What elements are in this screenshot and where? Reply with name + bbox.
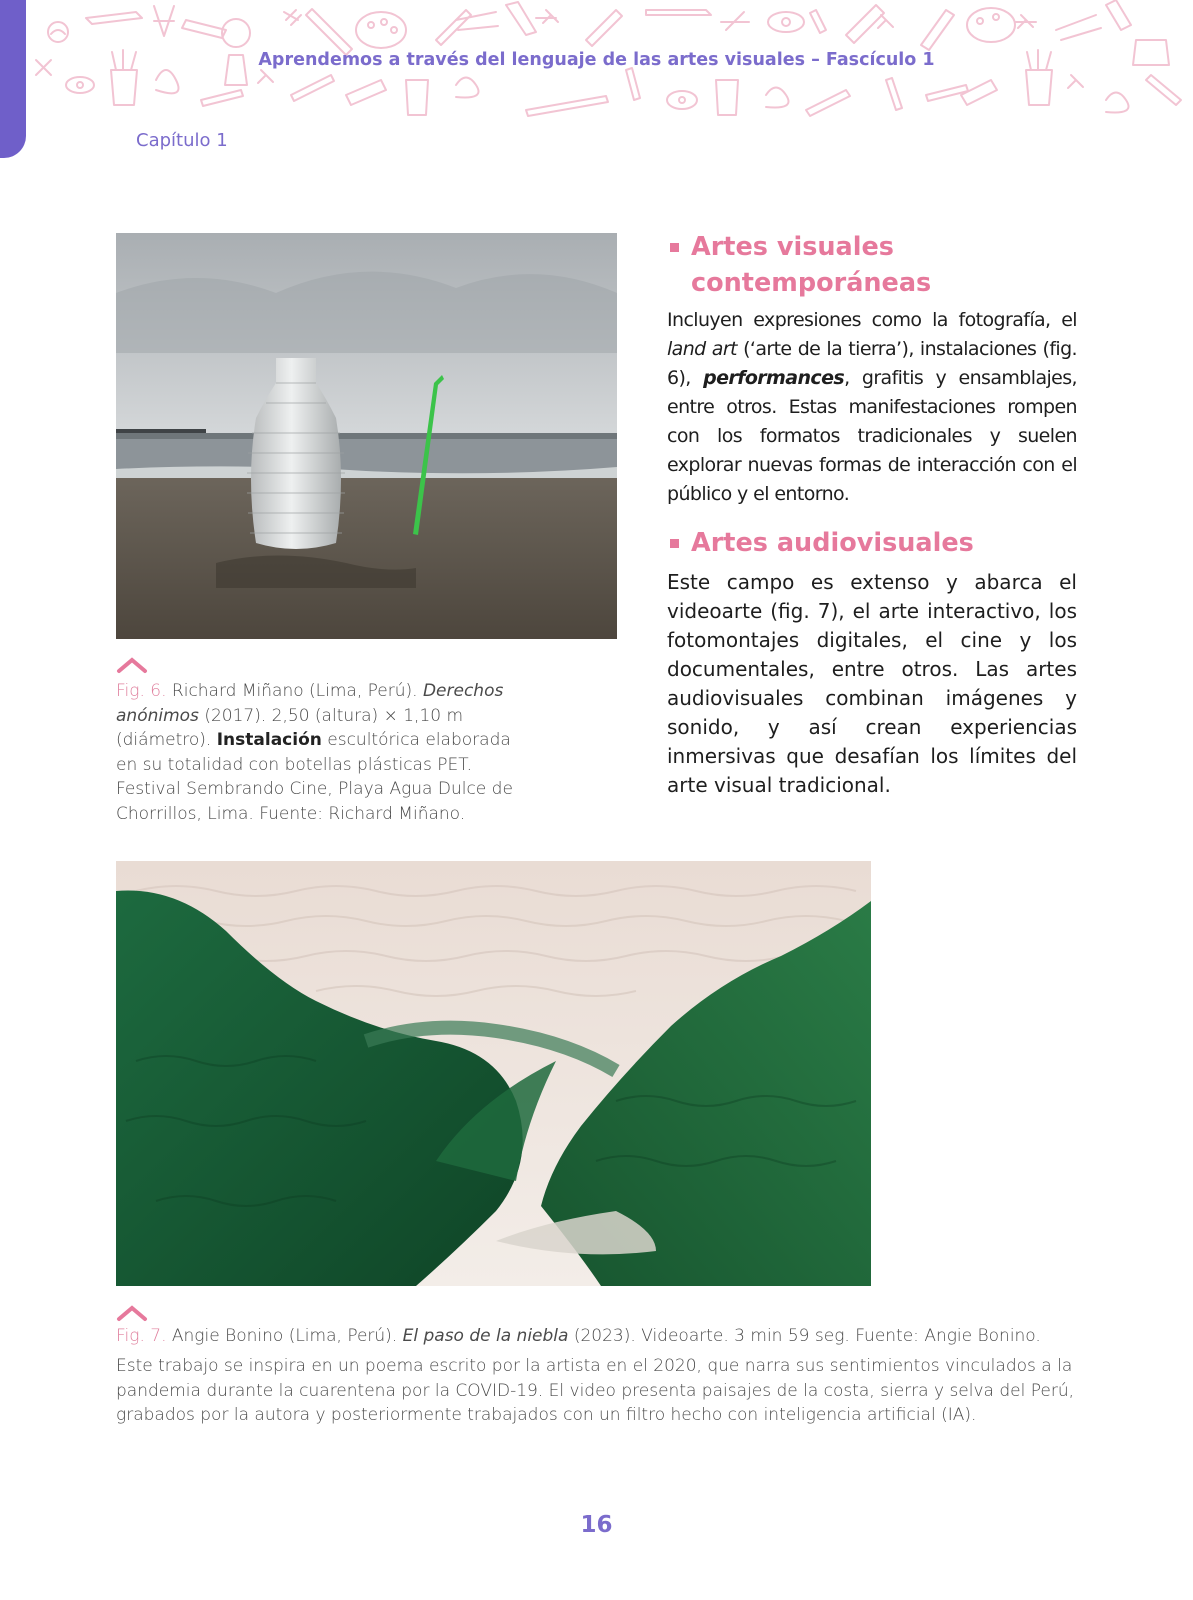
chapter-label: Capítulo 1 xyxy=(136,130,228,151)
figure-7-video-still xyxy=(116,861,871,1286)
running-header-title: Aprendemos a través del lenguaje de las artes visuales – Fascículo 1 xyxy=(258,50,935,70)
page-number: 16 xyxy=(580,1512,613,1538)
section-paragraph-contemporary-arts: Incluyen expresiones como la fotografía, el land art (‘arte de la tierra’), instalaciones (fig. 6), performances, grafitis y ensamblajes, entre otros. Estas manifestaciones rompen con los formatos tradicionales y suelen explorar nuevas formas de interacción con el público y el entorno. xyxy=(667,309,1078,505)
figure-6-photo xyxy=(116,233,617,639)
caption-chevron-icon xyxy=(115,655,149,675)
square-bullet-icon xyxy=(670,539,679,548)
square-bullet-icon xyxy=(670,243,679,252)
figure-7-description: Este trabajo se inspira en un poema escrito por la artista en el 2020, que narra sus sentimientos vinculados a la pandemia durante la cuarentena por la COVID-19. El video presenta paisajes de la costa, sierra y selva del Perú, grabados por la autora y posteriormente trabajados con un filtro hecho con inteligencia artificial (IA). xyxy=(116,1356,1075,1425)
section-heading-audiovisual-arts: Artes audiovisuales xyxy=(668,525,974,561)
figure-7-label: Fig. 7. xyxy=(116,1326,167,1346)
section-paragraph-audiovisual-arts: Este campo es extenso y abarca el videoarte (fig. 7), el arte interactivo, los fotomontajes digitales, el cine y los documentales, entre otros. Las artes audiovisuales combinan imágenes y sonido, y así crean experiencias inmersivas que desafían los límites del arte visual tradicional. xyxy=(667,570,1077,797)
figure-7-caption: Fig. 7. Angie Bonino (Lima, Perú). El paso de la niebla (2023). Videoarte. 3 min 59 seg. Fuente: Angie Bonino. xyxy=(116,1326,1041,1346)
figure-6-label: Fig. 6. xyxy=(116,681,167,701)
chapter-side-tab xyxy=(0,0,26,158)
section-heading-contemporary-arts: Artes visuales contemporáneas xyxy=(668,229,931,301)
caption-chevron-icon xyxy=(115,1303,149,1323)
figure-6-caption: Fig. 6. Richard Miñano (Lima, Perú). Derechos anónimos (2017). 2,50 (altura) × 1,10 m (diámetro). Instalación escultórica elaborada en su totalidad con botellas plásticas PET. Festival Sembrando Cine, Playa Agua Dulce de Chorrillos, Lima. Fuente: Richard Miñano. xyxy=(116,681,513,824)
